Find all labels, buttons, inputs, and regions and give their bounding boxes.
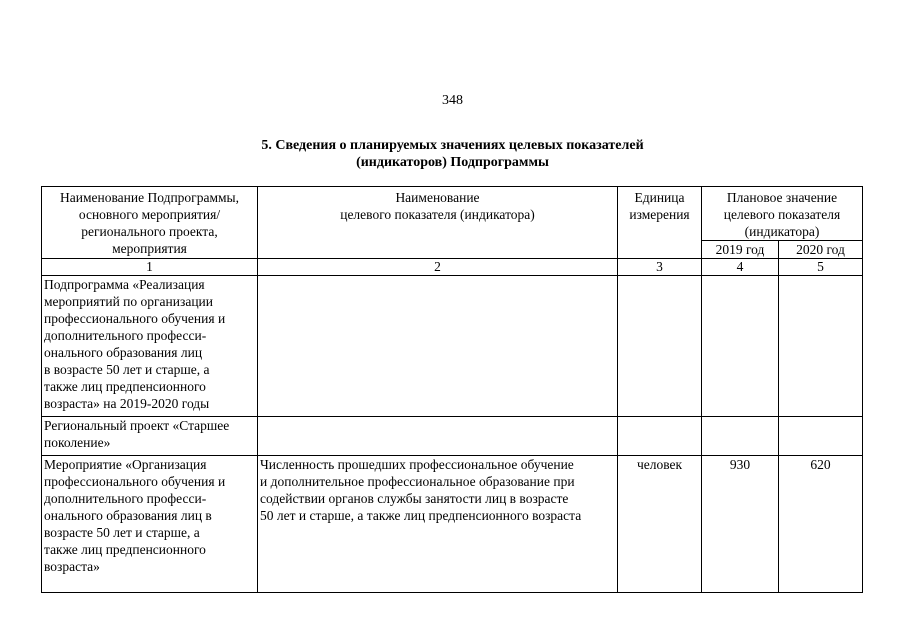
column-number: 1 bbox=[42, 259, 258, 276]
header-program-name-line: основного мероприятия/ bbox=[78, 207, 221, 222]
header-program-name-line: Наименование Подпрограммы, bbox=[60, 190, 239, 205]
cell-line: возрасте 50 лет и старше, а bbox=[44, 525, 200, 540]
cell-line: профессионального обучения и bbox=[44, 311, 226, 326]
header-unit-line: Единица bbox=[634, 190, 685, 205]
row-subprogram-2019 bbox=[702, 276, 779, 417]
header-planned-value-line: (индикатора) bbox=[744, 224, 820, 239]
header-indicator-name-line: Наименование bbox=[395, 190, 480, 205]
header-indicator-name bbox=[258, 187, 618, 259]
section-title-line-2: (индикаторов) Подпрограммы bbox=[356, 155, 549, 170]
table-row bbox=[42, 456, 863, 593]
header-planned-value-line: целевого показателя bbox=[723, 207, 841, 222]
row-regional-project-unit bbox=[618, 417, 702, 456]
header-planned-value bbox=[702, 187, 863, 241]
row-regional-project-2019 bbox=[702, 417, 779, 456]
cell-line: возраста» bbox=[44, 559, 100, 574]
row-subprogram-unit bbox=[618, 276, 702, 417]
row-activity-name bbox=[42, 456, 258, 593]
header-indicator-name-line: целевого показателя (индикатора) bbox=[340, 207, 535, 222]
page-number: 348 bbox=[442, 93, 463, 108]
column-number: 2 bbox=[258, 259, 618, 276]
section-title bbox=[0, 137, 905, 171]
cell-line: также лиц предпенсионного bbox=[44, 542, 206, 557]
cell-line: содействии органов службы занятости лиц в возрасте bbox=[260, 491, 569, 506]
cell-line: дополнительного професси- bbox=[44, 491, 207, 506]
row-activity-2019: 930 bbox=[702, 456, 779, 593]
cell-line: в возрасте 50 лет и старше, а bbox=[44, 362, 210, 377]
header-unit-line: измерения bbox=[629, 207, 690, 222]
column-number: 5 bbox=[779, 259, 863, 276]
column-number: 4 bbox=[702, 259, 779, 276]
header-planned-value-line: Плановое значение bbox=[726, 190, 838, 205]
row-regional-project-name bbox=[42, 417, 258, 456]
cell-line: дополнительного професси- bbox=[44, 328, 207, 343]
table-row bbox=[42, 276, 863, 417]
cell-line: Численность прошедших профессиональное обучение bbox=[260, 457, 574, 472]
cell-line: также лиц предпенсионного bbox=[44, 379, 206, 394]
header-program-name-line: регионального проекта, bbox=[81, 224, 218, 239]
cell-line: мероприятий по организации bbox=[44, 294, 213, 309]
row-regional-project-indicator bbox=[258, 417, 618, 456]
table-header-row bbox=[42, 187, 863, 241]
header-year-2019: 2019 год bbox=[702, 241, 779, 259]
cell-line: и дополнительное профессиональное образование при bbox=[260, 474, 575, 489]
row-activity-indicator bbox=[258, 456, 618, 593]
cell-line: 50 лет и старше, а также лиц предпенсионного возраста bbox=[260, 508, 582, 523]
cell-line: профессионального обучения и bbox=[44, 474, 226, 489]
row-regional-project-2020 bbox=[779, 417, 863, 456]
cell-line: Подпрограмма «Реализация bbox=[44, 277, 205, 292]
cell-line: Мероприятие «Организация bbox=[44, 457, 207, 472]
header-year-2020: 2020 год bbox=[779, 241, 863, 259]
cell-line: онального образования лиц в bbox=[44, 508, 212, 523]
header-unit bbox=[618, 187, 702, 259]
header-program-name-line: мероприятия bbox=[112, 241, 187, 256]
cell-line: поколение» bbox=[44, 435, 111, 450]
row-activity-2020: 620 bbox=[779, 456, 863, 593]
row-activity-unit: человек bbox=[618, 456, 702, 593]
table-row bbox=[42, 417, 863, 456]
row-subprogram-indicator bbox=[258, 276, 618, 417]
cell-line: Региональный проект «Старшее bbox=[44, 418, 230, 433]
row-subprogram-2020 bbox=[779, 276, 863, 417]
column-number: 3 bbox=[618, 259, 702, 276]
cell-line: возраста» на 2019-2020 годы bbox=[44, 396, 210, 411]
header-program-name bbox=[42, 187, 258, 259]
column-numbers-row bbox=[42, 259, 863, 276]
target-indicators-table bbox=[41, 186, 863, 593]
section-title-line-1: 5. Сведения о планируемых значениях целевых показателей bbox=[261, 138, 644, 153]
cell-line: онального образования лиц bbox=[44, 345, 203, 360]
row-subprogram-name bbox=[42, 276, 258, 417]
